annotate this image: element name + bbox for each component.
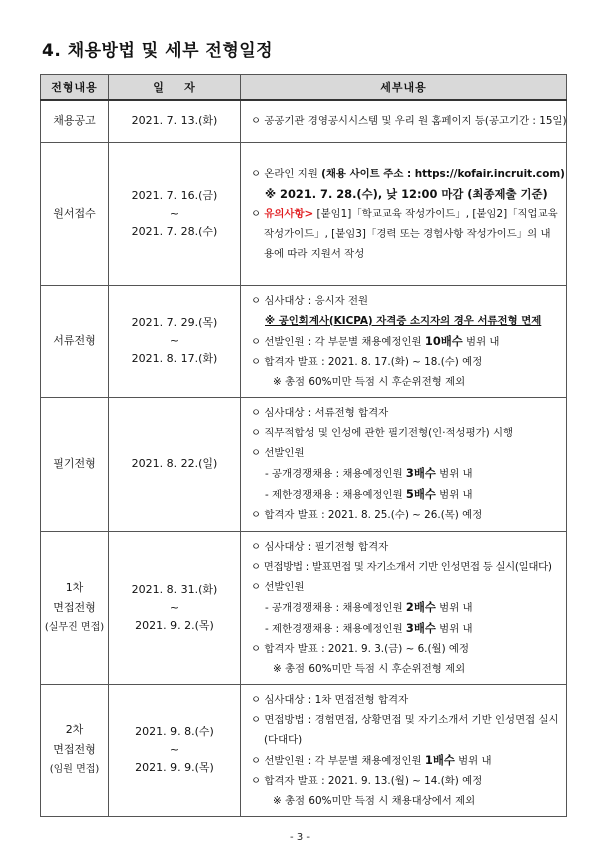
detail-cell <box>241 531 567 684</box>
detail-line: ㅇ 직무적합성 및 인성에 관한 필기전형(인·적성평가) 시행 <box>251 427 514 439</box>
detail-line: ㅇ 면접방법 : 발표면접 및 자기소개서 기반 인성면접 등 실시(일대다) <box>251 560 552 573</box>
header-stage: 전형내용 <box>41 75 109 101</box>
table-header-row <box>41 75 567 101</box>
schedule-table <box>40 74 567 817</box>
detail-subline: - 공개경쟁채용 : 채용예정인원 3배수 범위 내 <box>265 466 473 480</box>
detail-line: ㅇ 선발인원 <box>251 580 305 593</box>
stage-cell: 원서접수 <box>41 142 109 285</box>
table-row <box>41 397 567 531</box>
detail-note: ※ 총점 60%미만 득점 시 채용대상에서 제외 <box>273 794 476 807</box>
detail-line: ㅇ 심사대상 : 서류전형 합격자 <box>251 407 389 419</box>
date-cell: 2021. 7. 29.(목) ~ 2021. 8. 17.(화) <box>109 285 241 397</box>
date-cell: 2021. 7. 13.(화) <box>109 100 241 142</box>
detail-line: ㅇ 심사대상 : 응시자 전원 <box>251 294 369 307</box>
stage-cell: 서류전형 <box>41 285 109 397</box>
detail-line: ㅇ 면접방법 : 경험면접, 상황면접 및 자기소개서 기반 인성면접 실시(다대다) <box>251 713 559 746</box>
table-row <box>41 684 567 816</box>
detail-cell <box>241 100 567 142</box>
date-cell: 2021. 8. 31.(화) ~ 2021. 9. 2.(목) <box>109 531 241 684</box>
detail-subline: - 제한경쟁채용 : 채용예정인원 5배수 범위 내 <box>265 487 473 501</box>
stage-cell: 2차 면접전형 (임원 면접) <box>41 684 109 816</box>
section-title: 4. 채용방법 및 세부 전형일정 <box>42 41 274 61</box>
notice-label: 유의사항> <box>264 207 314 220</box>
stage-cell: 채용공고 <box>41 100 109 142</box>
detail-line: ㅇ 공공기관 경영공시시스템 및 우리 원 홈페이지 등(공고기간 : 15일) <box>251 115 567 128</box>
stage-cell: 필기전형 <box>41 397 109 531</box>
table-row <box>41 142 567 285</box>
detail-note: ※ 공인회계사(KICPA) 자격증 소지자의 경우 서류전형 면제 <box>265 314 542 327</box>
detail-line: ㅇ 심사대상 : 1차 면접전형 합격자 <box>251 693 409 706</box>
detail-line: ㅇ 선발인원 : 각 부문별 채용예정인원 10배수 범위 내 <box>251 333 500 348</box>
stage-cell: 1차 면접전형 (실무진 면접) <box>41 531 109 684</box>
detail-line: ㅇ 합격자 발표 : 2021. 9. 13.(월) ~ 14.(화) 예정 <box>251 774 483 787</box>
detail-subline: - 공개경쟁채용 : 채용예정인원 2배수 범위 내 <box>265 599 473 614</box>
detail-line: ㅇ 합격자 발표 : 2021. 9. 3.(금) ~ 6.(월) 예정 <box>251 642 470 655</box>
detail-line: ㅇ 합격자 발표 : 2021. 8. 25.(수) ~ 26.(목) 예정 <box>251 509 483 521</box>
detail-line: ㅇ 선발인원 : 각 부문별 채용예정인원 1배수 범위 내 <box>251 752 492 767</box>
detail-line: ㅇ 선발인원 <box>251 447 305 459</box>
detail-cell <box>241 397 567 531</box>
page-number: - 3 - <box>290 832 310 843</box>
header-date: 일 자 <box>109 75 241 101</box>
detail-cell <box>241 142 567 285</box>
detail-line: ㅇ 심사대상 : 필기전형 합격자 <box>251 540 389 553</box>
detail-cell <box>241 684 567 816</box>
table-row <box>41 100 567 142</box>
table-row <box>41 285 567 397</box>
detail-subline: - 제한경쟁채용 : 채용예정인원 3배수 범위 내 <box>265 620 473 635</box>
date-cell: 2021. 7. 16.(금) ~ 2021. 7. 28.(수) <box>109 142 241 285</box>
header-detail: 세부내용 <box>241 75 567 101</box>
detail-note: ※ 2021. 7. 28.(수), 낮 12:00 마감 (최종제출 기준) <box>265 186 548 201</box>
detail-cell <box>241 285 567 397</box>
table-row <box>41 531 567 684</box>
detail-note: ※ 총점 60%미만 득점 시 후순위전형 제외 <box>273 662 466 675</box>
detail-line: ㅇ 온라인 지원 (채용 사이트 주소 : https://kofair.incruit.com) <box>251 167 565 180</box>
date-cell: 2021. 8. 22.(일) <box>109 397 241 531</box>
detail-note: ※ 총점 60%미만 득점 시 후순위전형 제외 <box>273 375 466 388</box>
date-cell: 2021. 9. 8.(수) ~ 2021. 9. 9.(목) <box>109 684 241 816</box>
detail-line: ㅇ 유의사항> [붙임1]「학교교육 작성가이드」, [붙임2]「직업교육 작성가이드」, [붙임3]「경력 또는 경험사항 작성가이드」의 내용에 따라 지원서 작성 <box>251 207 558 260</box>
detail-line: ㅇ 합격자 발표 : 2021. 8. 17.(화) ~ 18.(수) 예정 <box>251 355 483 368</box>
